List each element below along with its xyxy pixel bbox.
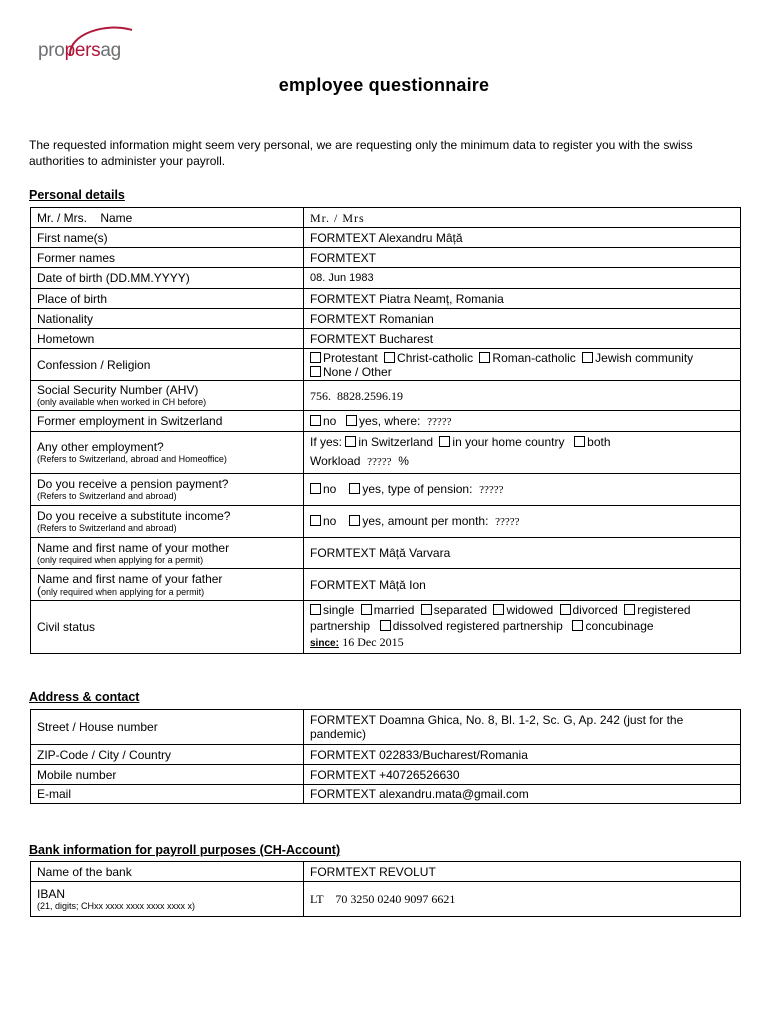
- pension-yes-checkbox[interactable]: [349, 483, 360, 494]
- ahv-label: Social Security Number (AHV): [37, 383, 199, 397]
- personal-details-heading: Personal details: [29, 188, 125, 202]
- other-emp-note: (Refers to Switzerland, abroad and Homeoffice): [37, 454, 227, 464]
- former-ch-options: [304, 411, 741, 432]
- civil-dissolved-checkbox[interactable]: [380, 620, 391, 631]
- page-title: employee questionnaire: [278, 75, 490, 95]
- civil-registered-checkbox[interactable]: [624, 604, 635, 615]
- ahv-field[interactable]: 756. 8828.2596.19: [304, 381, 741, 411]
- dob-label: Date of birth (DD.MM.YYYY): [31, 268, 304, 289]
- workload-field[interactable]: ?????: [367, 456, 392, 468]
- option-label: yes, amount per month:: [362, 514, 489, 528]
- civil-status-label: Civil status: [31, 601, 304, 654]
- pob-field[interactable]: FORMTEXT Piatra Neamț, Romania: [304, 289, 741, 309]
- option-label: no: [323, 413, 337, 428]
- street-label: Street / House number: [31, 710, 304, 745]
- other-emp-label: Any other employment?: [37, 440, 164, 454]
- subst-label: Do you receive a substitute income?: [37, 509, 231, 523]
- bank-name-label: Name of the bank: [31, 862, 304, 882]
- civil-married-checkbox[interactable]: [361, 604, 372, 615]
- since-label: since:: [310, 638, 339, 649]
- pob-label: Place of birth: [31, 289, 304, 309]
- name-field[interactable]: Mr. / Mrs: [304, 208, 741, 228]
- civil-separated-checkbox[interactable]: [421, 604, 432, 615]
- civil-status-options: [304, 601, 741, 654]
- religion-options: [304, 349, 741, 381]
- option-label: in your home country: [452, 435, 565, 449]
- ahv-note: (only available when worked in CH before): [37, 397, 207, 407]
- option-label: divorced: [572, 603, 618, 617]
- logo-wordmark: propersag: [38, 40, 121, 61]
- option-label: partnership: [310, 619, 371, 633]
- workload-unit: %: [398, 454, 409, 468]
- former-ch-no-checkbox[interactable]: [310, 415, 321, 426]
- father-label-cell: [31, 569, 304, 601]
- pension-options: [304, 474, 741, 506]
- religion-checkbox-none[interactable]: [310, 366, 321, 377]
- option-label: Jewish community: [595, 350, 694, 365]
- option-label: married: [373, 603, 415, 617]
- intro-text: The requested information might seem very personal, we are requesting only the minimum data to register you with the swiss authorities to administer your payroll.: [29, 138, 693, 168]
- option-label: widowed: [506, 603, 554, 617]
- civil-divorced-checkbox[interactable]: [560, 604, 571, 615]
- first-name-label: First name(s): [31, 228, 304, 248]
- subst-no-checkbox[interactable]: [310, 515, 321, 526]
- subst-options: [304, 506, 741, 538]
- dob-field[interactable]: 08. Jun 1983: [304, 268, 741, 289]
- nationality-label: Nationality: [31, 309, 304, 329]
- paren: (: [37, 583, 41, 598]
- option-label: yes, type of pension:: [362, 482, 473, 496]
- option-label: both: [587, 435, 611, 449]
- former-names-field[interactable]: FORMTEXT: [304, 248, 741, 268]
- hometown-label: Hometown: [31, 329, 304, 349]
- workload-label: Workload: [310, 454, 361, 468]
- father-note: only required when applying for a permit): [41, 586, 205, 597]
- pension-no-checkbox[interactable]: [310, 483, 321, 494]
- religion-checkbox-roman-catholic[interactable]: [479, 352, 490, 363]
- former-ch-where-field[interactable]: ?????: [427, 415, 452, 428]
- if-yes-label: If yes:: [310, 435, 343, 449]
- civil-concubinage-checkbox[interactable]: [572, 620, 583, 631]
- option-label: concubinage: [585, 619, 654, 633]
- option-label: Christ-catholic: [397, 350, 474, 365]
- former-ch-yes-checkbox[interactable]: [346, 415, 357, 426]
- subst-amount-field[interactable]: ?????: [495, 516, 520, 528]
- option-label: separated: [433, 603, 488, 617]
- bank-heading: Bank information for payroll purposes (CH-Account): [29, 843, 341, 857]
- option-label: Roman-catholic: [492, 350, 576, 365]
- subst-note: (Refers to Switzerland and abroad): [37, 523, 177, 533]
- mother-note: (only required when applying for a permit): [37, 554, 204, 565]
- option-label: yes, where:: [359, 413, 421, 428]
- address-table: [30, 709, 741, 804]
- email-field[interactable]: FORMTEXT alexandru.mata@gmail.com: [304, 785, 741, 804]
- civil-widowed-checkbox[interactable]: [493, 604, 504, 615]
- ahv-label-cell: [31, 381, 304, 411]
- father-field[interactable]: FORMTEXT Mâță Ion: [304, 569, 741, 601]
- option-label: no: [323, 514, 337, 528]
- former-names-label: Former names: [31, 248, 304, 268]
- other-emp-home-checkbox[interactable]: [439, 436, 450, 447]
- bank-name-field[interactable]: FORMTEXT REVOLUT: [304, 862, 741, 882]
- civil-single-checkbox[interactable]: [310, 604, 321, 615]
- nationality-field[interactable]: FORMTEXT Romanian: [304, 309, 741, 329]
- pension-label-cell: [31, 474, 304, 506]
- iban-note: (21, digits; CHxx xxxx xxxx xxxx xxxx x): [37, 900, 196, 911]
- email-label: E-mail: [31, 785, 304, 804]
- street-field[interactable]: FORMTEXT Doamna Ghica, No. 8, Bl. 1-2, Sc. G, Ap. 242 (just for the pandemic): [304, 710, 741, 745]
- pension-type-field[interactable]: ?????: [479, 484, 504, 496]
- option-label: dissolved registered partnership: [392, 619, 563, 633]
- other-emp-switzerland-checkbox[interactable]: [345, 436, 356, 447]
- personal-details-table: [30, 207, 741, 654]
- bank-table: [30, 861, 741, 917]
- option-label: registered: [637, 603, 691, 617]
- zip-label: ZIP-Code / City / Country: [31, 745, 304, 765]
- mother-label: Name and first name of your mother: [37, 540, 230, 555]
- company-logo: [38, 24, 158, 74]
- option-label: no: [323, 482, 337, 496]
- mobile-label: Mobile number: [31, 765, 304, 785]
- religion-label: Confession / Religion: [31, 349, 304, 381]
- iban-field[interactable]: LT 70 3250 0240 9097 6621: [304, 882, 741, 917]
- father-note-line: [37, 583, 297, 598]
- mother-label-cell: [31, 538, 304, 569]
- since-field[interactable]: 16 Dec 2015: [342, 635, 404, 649]
- pension-note: (Refers to Switzerland and abroad): [37, 491, 177, 501]
- other-emp-label-cell: [31, 432, 304, 474]
- father-label: Name and first name of your father: [37, 571, 223, 586]
- option-label: Protestant: [323, 350, 378, 365]
- hometown-field[interactable]: FORMTEXT Bucharest: [304, 329, 741, 349]
- other-emp-options: [304, 432, 741, 474]
- mother-field[interactable]: FORMTEXT Mâță Varvara: [304, 538, 741, 569]
- name-label: Mr. / Mrs. Name: [31, 208, 304, 228]
- former-ch-label: Former employment in Switzerland: [31, 411, 304, 432]
- address-heading: Address & contact: [29, 690, 140, 704]
- religion-checkbox-christ-catholic[interactable]: [384, 352, 395, 363]
- zip-field[interactable]: FORMTEXT 022833/Bucharest/Romania: [304, 745, 741, 765]
- religion-checkbox-protestant[interactable]: [310, 352, 321, 363]
- option-label: in Switzerland: [358, 435, 434, 449]
- option-label: single: [323, 603, 355, 617]
- pension-label: Do you receive a pension payment?: [37, 477, 229, 491]
- subst-label-cell: [31, 506, 304, 538]
- other-emp-both-checkbox[interactable]: [574, 436, 585, 447]
- religion-checkbox-jewish[interactable]: [582, 352, 593, 363]
- mobile-field[interactable]: FORMTEXT +40726526630: [304, 765, 741, 785]
- first-name-field[interactable]: FORMTEXT Alexandru Mâță: [304, 228, 741, 248]
- option-label: None / Other: [323, 364, 392, 379]
- iban-label: IBAN: [37, 886, 66, 901]
- subst-yes-checkbox[interactable]: [349, 515, 360, 526]
- iban-label-cell: [31, 882, 304, 917]
